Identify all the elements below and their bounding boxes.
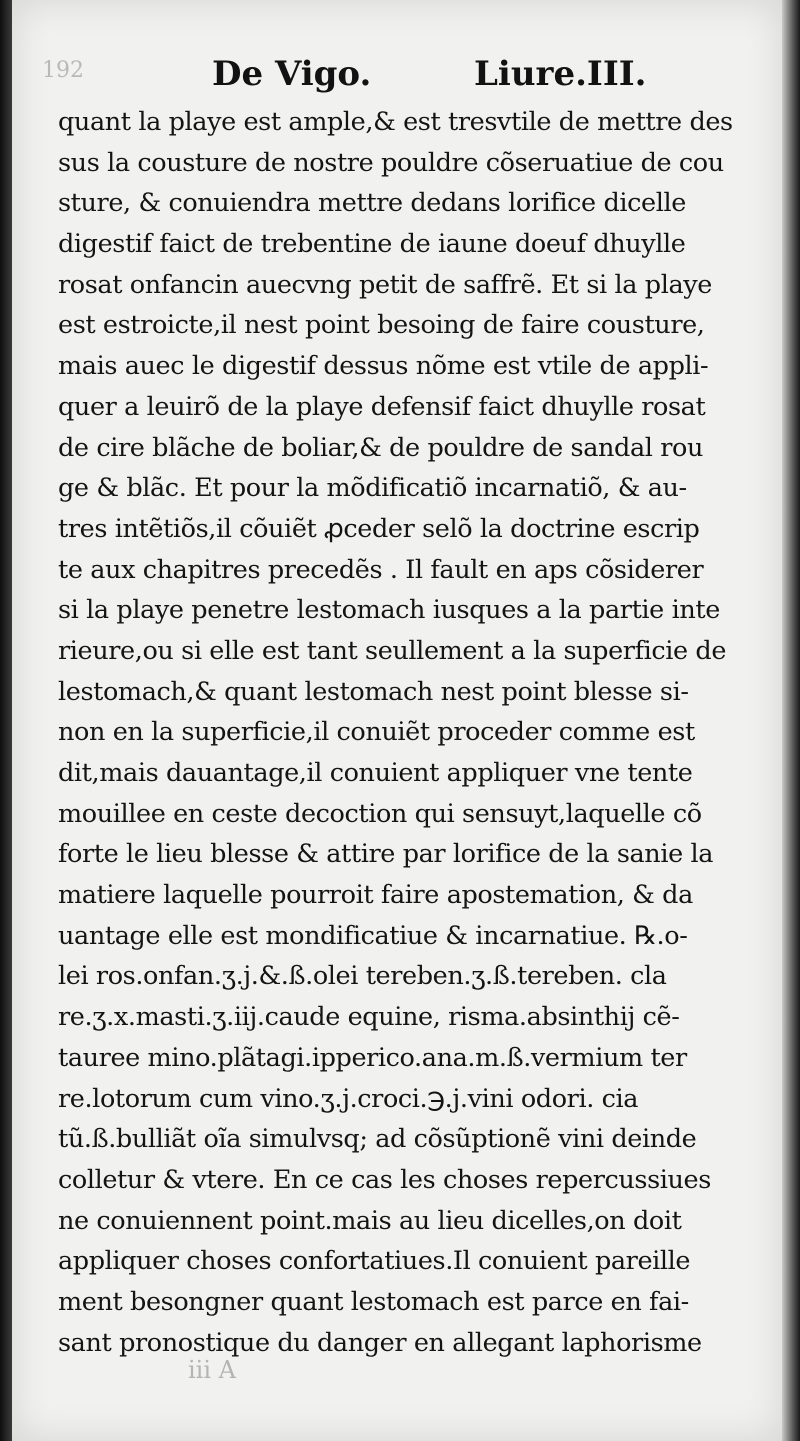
text-line: sus la cousture de nostre pouldre cõseruatiue de cou <box>58 147 724 178</box>
bleed-through-page-number: 192 <box>42 58 84 83</box>
text-line: digestif faict de trebentine de iaune doeuf dhuylle <box>58 229 686 260</box>
text-line: matiere laquelle pourroit faire apostemation, & da <box>58 880 693 911</box>
text-line: mais auec le digestif dessus nõme est vtile de appli- <box>58 351 709 382</box>
signature-mark: iii A <box>188 1356 236 1384</box>
text-line: forte le lieu blesse & attire par lorifice de la sanie la <box>58 839 714 870</box>
text-line: sture, & conuiendra mettre dedans lorifice dicelle <box>58 188 686 219</box>
text-line: si la playe penetre lestomach iusques a la partie inte <box>58 595 720 626</box>
text-line: tũ.ß.bulliãt oĩa simulvsq; ad cõsũptionẽ vini deinde <box>58 1124 697 1155</box>
book-gutter-shadow <box>0 0 12 1441</box>
text-line: dit,mais dauantage,il conuient appliquer vne tente <box>58 758 693 788</box>
body-text <box>58 102 758 1363</box>
text-line: de cire blãche de boliar,& de pouldre de sandal rou <box>58 432 704 463</box>
text-line: ge & blãc. Et pour la mõdificatiõ incarnatiõ, & au- <box>58 473 687 504</box>
text-line: quant la playe est ample,& est tresvtile de mettre des <box>58 107 733 137</box>
text-line: ment besongner quant lestomach est parce en fai- <box>58 1286 689 1317</box>
text-line: tres intẽtiõs,il cõuiẽt ꝓceder selõ la doctrine escrip <box>58 513 700 544</box>
book-page <box>12 0 782 1441</box>
page-edge-shadow <box>782 0 800 1441</box>
text-line: te aux chapitres precedẽs . Il fault en aps cõsiderer <box>58 554 704 585</box>
text-line: tauree mino.plãtagi.ipperico.ana.m.ß.vermium ter <box>58 1042 687 1073</box>
text-line: lestomach,& quant lestomach nest point blesse si- <box>58 676 689 707</box>
running-title: De Vigo. <box>212 54 372 94</box>
text-line: appliquer choses confortatiues.Il conuient pareille <box>58 1246 691 1277</box>
text-line: uantage elle est mondificatiue & incarnatiue. ℞.o- <box>58 920 688 951</box>
text-line: lei ros.onfan.ʒ.j.&.ß.olei tereben.ʒ.ß.tereben. cla <box>58 961 667 992</box>
text-line: colletur & vtere. En ce cas les choses repercussiues <box>58 1164 711 1195</box>
text-line: ne conuiennent point.mais au lieu dicelles,on doit <box>58 1205 682 1236</box>
text-line: est estroicte,il nest point besoing de faire cousture, <box>58 310 705 341</box>
text-line: re.lotorum cum vino.ʒ.j.croci.℈.j.vini odori. cia <box>58 1083 639 1114</box>
text-line: sant pronostique du danger en allegant laphorisme <box>58 1327 702 1358</box>
text-line: non en la superficie,il conuiẽt proceder comme est <box>58 717 695 748</box>
text-line: re.ʒ.x.masti.ʒ.iij.caude equine, risma.absinthij cẽ- <box>58 1002 680 1033</box>
text-line: rieure,ou si elle est tant seullement a la superficie de <box>58 635 727 666</box>
text-line: quer a leuirõ de la playe defensif faict dhuylle rosat <box>58 391 706 422</box>
book-number: Liure.III. <box>474 54 647 94</box>
text-line: mouillee en ceste decoction qui sensuyt,laquelle cõ <box>58 798 702 829</box>
running-header <box>212 48 652 98</box>
text-line: rosat onfancin auecvng petit de saffrẽ. Et si la playe <box>58 269 712 300</box>
